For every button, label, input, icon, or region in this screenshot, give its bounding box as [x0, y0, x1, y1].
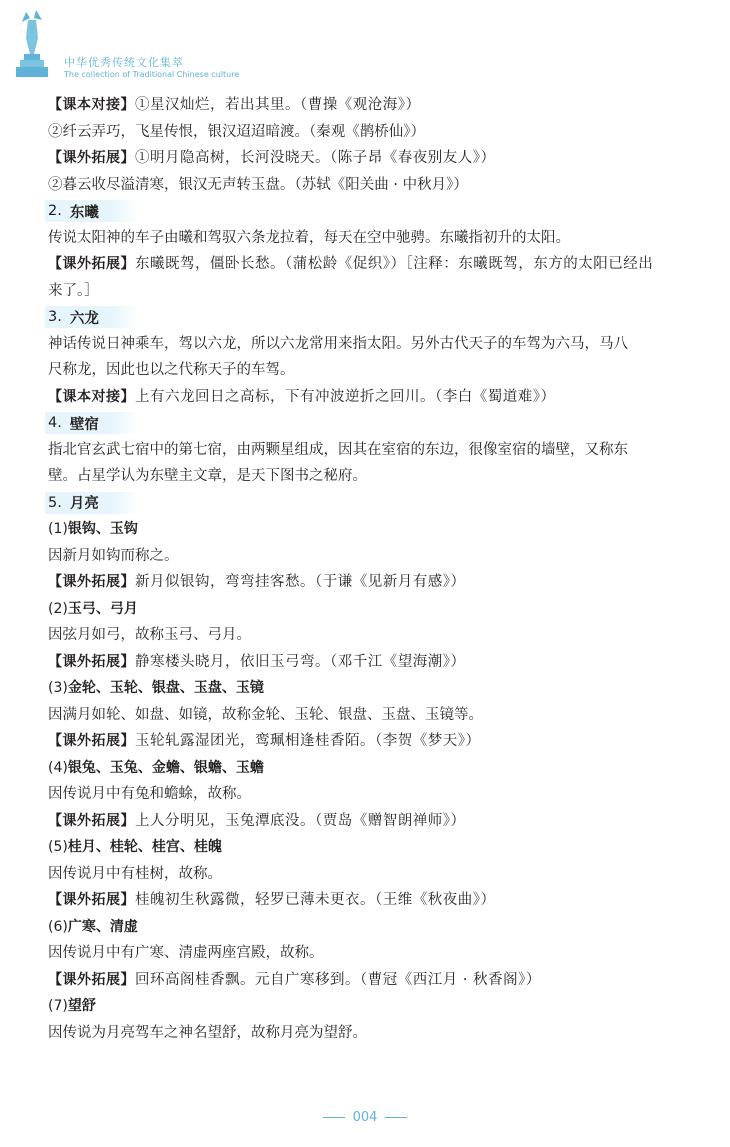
text-line: 指北官玄武七宿中的第七宿，由两颗星组成，因其在室宿的东边，很像室宿的墙壁，又称东: [48, 441, 628, 458]
quote-tag: 【课外拓展】: [48, 256, 135, 272]
quote-line: [48, 728, 688, 755]
section-title: 月亮: [69, 496, 99, 513]
quote-line: [48, 145, 688, 172]
text-line: ②纤云弄巧，飞星传恨，银汉迢迢暗渡。（秦观《鹊桥仙》）: [48, 123, 425, 140]
text-line: 来了。］: [48, 282, 99, 299]
quote-text: 东曦既驾，僵卧长愁。（蒲松龄《促织》）［注释：东曦既驾，东方的太阳已经出: [135, 256, 654, 272]
quote-line: [48, 569, 688, 596]
subsection-title: 玉弓、弓月: [67, 600, 138, 617]
section-title: 东曦: [69, 204, 99, 221]
quote-tag: 【课本对接】: [48, 97, 135, 113]
text-line: 因传说为月亮驾车之神名望舒，故称月亮为望舒。: [48, 1024, 367, 1041]
subsection-title: 金轮、玉轮、银盘、玉盘、玉镜: [67, 680, 264, 696]
subsection-number: (5): [48, 839, 68, 855]
quote-line: [48, 808, 688, 835]
page-header: [12, 8, 312, 80]
subsection-title: 桂月、桂轮、桂宫、桂魄: [67, 839, 222, 855]
text-line: 因传说月中有兔和蟾蜍，故称。: [48, 786, 251, 802]
section-heading-box: [45, 200, 139, 222]
section-title: 壁宿: [69, 416, 99, 433]
monument-statue-icon: [12, 8, 52, 80]
subsection-heading: [48, 596, 688, 623]
text-line: 因传说月中有广寒、清虚两座宫殿，故称。: [48, 945, 324, 961]
text-line: 因弦月如弓，故称玉弓、弓月。: [48, 627, 251, 643]
section-title: 六龙: [69, 310, 99, 327]
text-line: 尺称龙，因此也以之代称天子的车驾。: [48, 362, 295, 378]
text-line: 因新月如钩而称之。: [48, 547, 179, 564]
section-heading: [45, 410, 688, 437]
quote-text: 桂魄初生秋露微，轻罗已薄未更衣。（王维《秋夜曲》）: [135, 892, 496, 908]
section-heading-box: [45, 306, 139, 328]
text-line: 传说太阳神的车子由曦和驾驭六条龙拉着，每天在空中驰骋。东曦指初升的太阳。: [48, 229, 570, 246]
text-line: 因传说月中有桂树，故称。: [48, 865, 222, 882]
series-title-en: The collection of Traditional Chinese culture: [64, 70, 240, 79]
section-heading: [45, 198, 688, 225]
quote-line: [48, 649, 688, 676]
quote-tag: 【课外拓展】: [48, 150, 135, 166]
subsection-title: 银兔、玉兔、金蟾、银蟾、玉蟾: [67, 759, 264, 776]
quote-text: 新月似银钩，弯弯挂客愁。（于谦《见新月有感》）: [135, 574, 466, 590]
section-heading-box: [45, 492, 139, 514]
subsection-heading: [48, 914, 688, 941]
quote-tag: 【课外拓展】: [48, 971, 135, 988]
quote-text: 静寒楼头晓月，依旧玉弓弯。（邓千江《望海潮》）: [135, 653, 466, 670]
section-heading-box: [45, 412, 139, 434]
text-line: 壁。占星学认为东壁主文章，是天下图书之秘府。: [48, 468, 367, 484]
quote-tag: 【课外拓展】: [48, 892, 135, 908]
section-heading: [45, 304, 688, 331]
quote-line: [48, 251, 688, 278]
quote-tag: 【课外拓展】: [48, 812, 135, 829]
subsection-title: 银钩、玉钩: [67, 521, 138, 537]
text-line: ②暮云收尽溢清寒，银汉无声转玉盘。（苏轼《阳关曲 · 中秋月》）: [48, 176, 468, 193]
section-heading: [45, 490, 688, 517]
subsection-number: (4): [48, 759, 68, 776]
quote-line: [48, 92, 688, 119]
subsection-title: 广寒、清虚: [67, 918, 138, 935]
footer-dash-right: [385, 1117, 407, 1118]
quote-text: 上人分明见，玉兔潭底没。（贾岛《赠智朗禅师》）: [135, 812, 466, 829]
page-footer: [0, 1110, 730, 1125]
quote-line: [48, 967, 688, 994]
section-number: 4.: [48, 415, 62, 432]
subsection-number: (1): [48, 521, 68, 537]
quote-line: [48, 384, 688, 411]
quote-tag: 【课外拓展】: [48, 733, 135, 749]
section-number: 3.: [48, 309, 62, 326]
quote-text: 上有六龙回日之高标，下有冲波逆折之回川。（李白《蜀道难》）: [135, 388, 556, 405]
subsection-heading: [48, 993, 688, 1020]
quote-tag: 【课外拓展】: [48, 653, 135, 670]
footer-dash-left: [323, 1117, 345, 1118]
page-body: [48, 92, 688, 1046]
quote-tag: 【课本对接】: [48, 388, 135, 405]
quote-tag: 【课外拓展】: [48, 574, 135, 590]
subsection-heading: [48, 755, 688, 782]
quote-text: 玉轮轧露湿团光，鸾珮相逢桂香陌。（李贺《梦天》）: [135, 733, 481, 749]
quote-text: ①明月隐高树，长河没晓天。（陈子昂《春夜别友人》）: [135, 150, 496, 166]
page-number: 004: [352, 1110, 378, 1125]
section-number: 5.: [48, 494, 62, 511]
quote-text: ①星汉灿烂，若出其里。（曹操《观沧海》）: [135, 97, 421, 113]
subsection-heading: [48, 834, 688, 861]
subsection-heading: [48, 675, 688, 702]
text-line: 因满月如轮、如盘、如镜，故称金轮、玉轮、银盘、玉盘、玉镜等。: [48, 706, 483, 723]
subsection-number: (3): [48, 680, 68, 696]
subsection-number: (6): [48, 918, 68, 935]
text-line: 神话传说日神乘车，驾以六龙，所以六龙常用来指太阳。另外古代天子的车驾为六马，马八: [48, 335, 628, 352]
section-number: 2.: [48, 203, 62, 220]
subsection-title: 望舒: [67, 998, 96, 1014]
quote-line: [48, 887, 688, 914]
subsection-heading: [48, 516, 688, 543]
subsection-number: (2): [48, 600, 68, 617]
quote-text: 回环高阁桂香飘。元自广寒移到。（曹冠《西江月 · 秋香阁》）: [135, 971, 541, 988]
subsection-number: (7): [48, 998, 68, 1014]
series-title-cn: 中华优秀传统文化集萃: [64, 56, 184, 69]
